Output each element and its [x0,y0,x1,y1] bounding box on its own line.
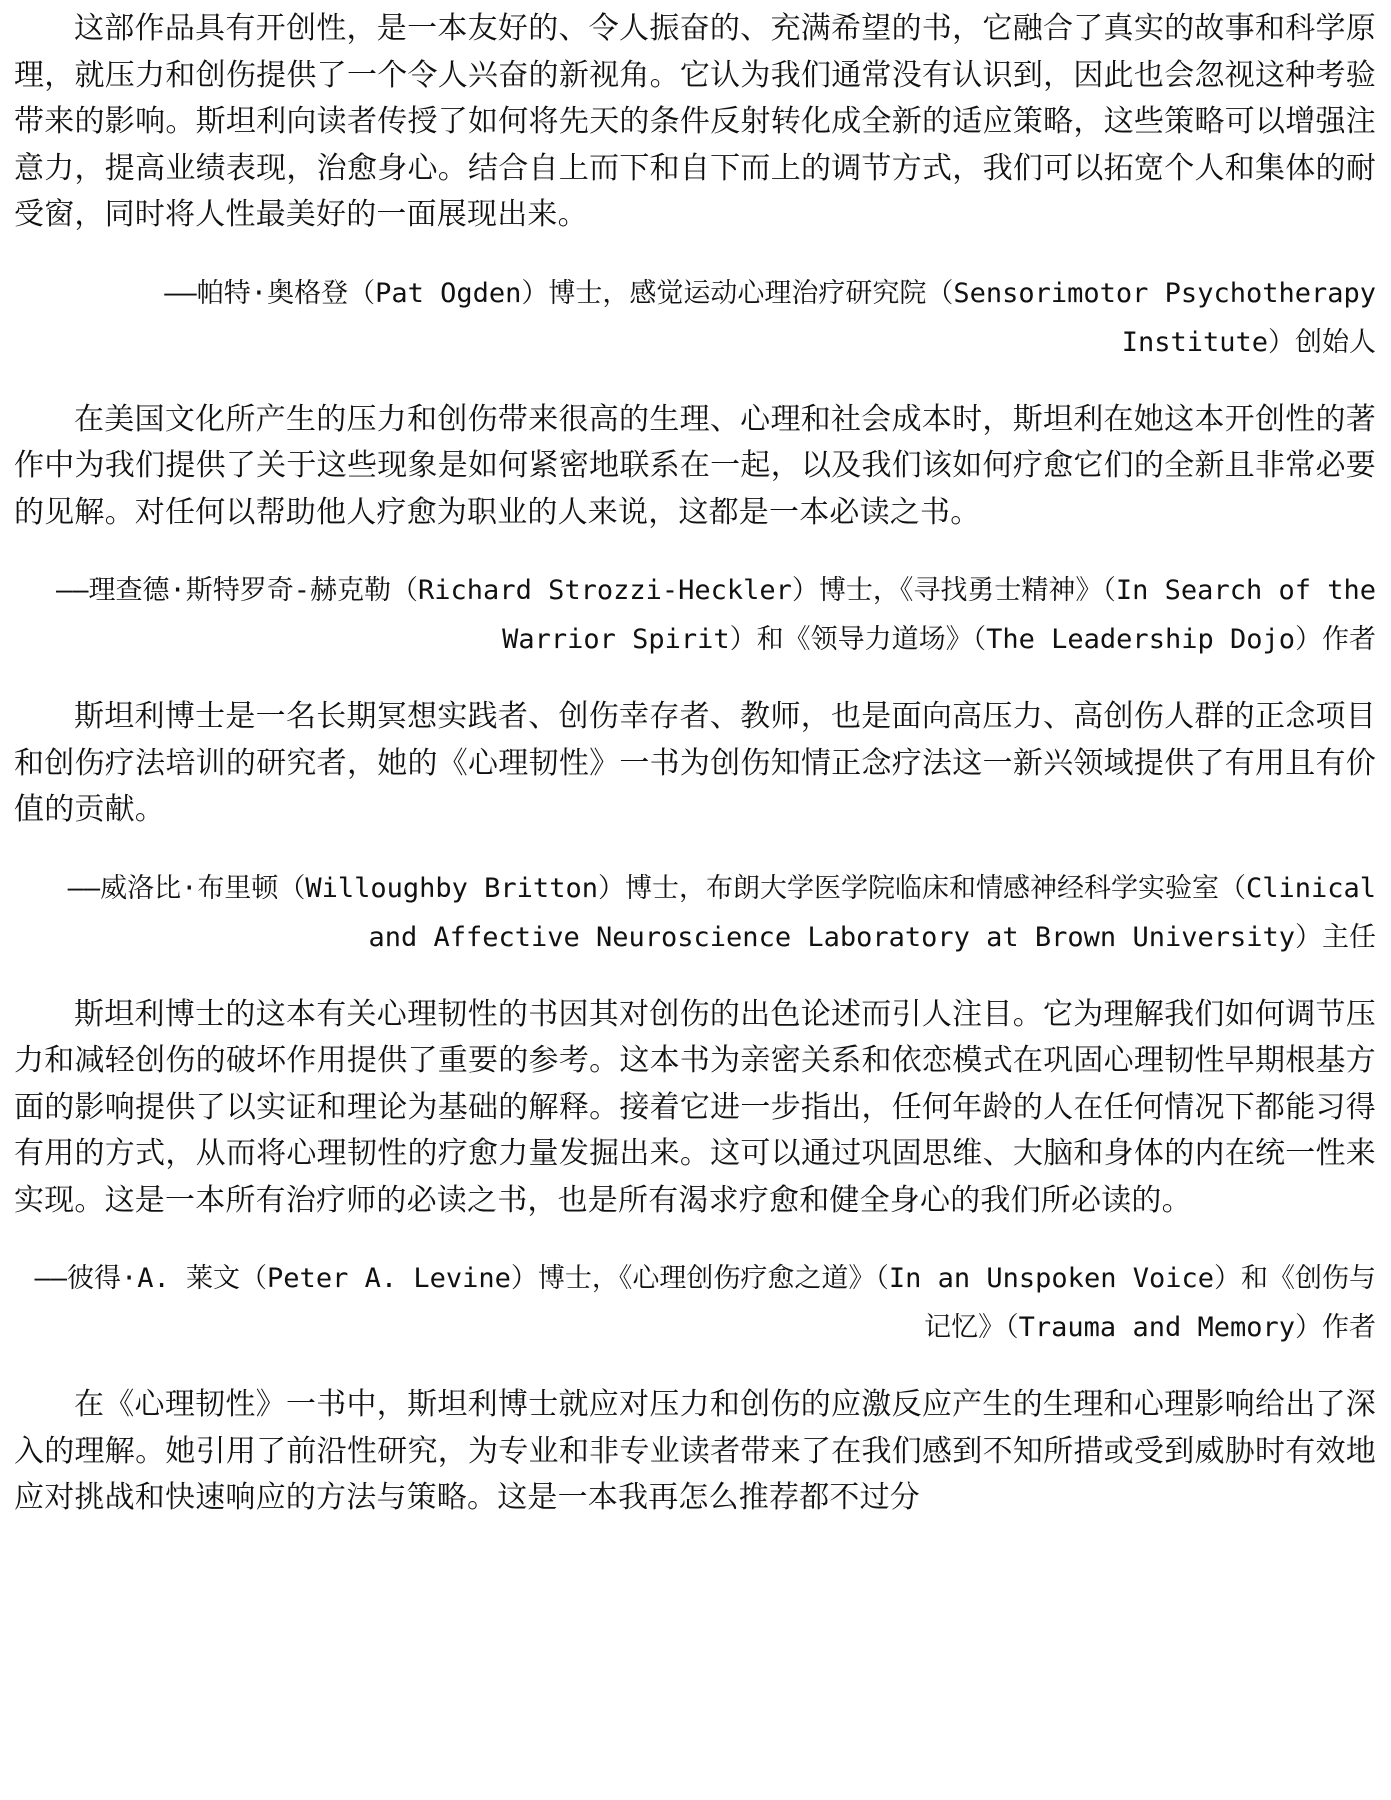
spacer [14,834,1376,864]
endorsement-paragraph-3: 斯坦利博士是一名长期冥想实践者、创伤幸存者、教师，也是面向高压力、高创伤人群的正念项目和创伤疗法培训的研究者，她的《心理韧性》一书为创伤知情正念疗法这一新兴领域提供了有用且有价值的贡献。 [14,699,1376,827]
spacer [14,536,1376,566]
spacer [14,1352,1376,1382]
endorsement-attribution-4: ——彼得·A. 莱文（Peter A. Levine）博士，《心理创伤疗愈之道》（In an Unspoken Voice）和《创伤与记忆》（Trauma and Memory）作者 [34,1263,1376,1343]
spacer [14,239,1376,269]
spacer [14,1224,1376,1254]
endorsement-paragraph-2: 在美国文化所产生的压力和创伤带来很高的生理、心理和社会成本时，斯坦利在她这本开创性的著作中为我们提供了关于这些现象是如何紧密地联系在一起，以及我们该如何疗愈它们的全新且非常必要的见解。对任何以帮助他人疗愈为职业的人来说，这都是一本必读之书。 [14,401,1376,530]
endorsement-attribution-2: ——理查德·斯特罗奇-赫克勒（Richard Strozzi-Heckler）博士，《寻找勇士精神》（In Search of the Warrior Spirit）和《领导力道场》（The Leadership Dojo）作者 [56,575,1376,655]
endorsement-attribution-1: ——帕特·奥格登（Pat Ogden）博士，感觉运动心理治疗研究院（Sensorimotor Psychotherapy Institute）创始人 [164,277,1376,358]
endorsement-attribution-3: ——威洛比·布里顿（Willoughby Britton）博士，布朗大学医学院临床和情感神经科学实验室（Clinical and Affective Neuroscience Laboratory at Brown University）主任 [67,872,1376,953]
endorsement-paragraph-1: 这部作品具有开创性，是一本友好的、令人振奋的、充满希望的书，它融合了真实的故事和科学原理，就压力和创伤提供了一个令人兴奋的新视角。它认为我们通常没有认识到，因此也会忽视这种考验带来的影响。斯坦利向读者传授了如何将先天的条件反射转化成全新的适应策略，这些策略可以增强注意力，提高业绩表现，治愈身心。结合自上而下和自下而上的调节方式，我们可以拓宽个人和集体的耐受窗，同时将人性最美好的一面展现出来。 [14,11,1376,232]
endorsement-paragraph-4: 斯坦利博士的这本有关心理韧性的书因其对创伤的出色论述而引人注目。它为理解我们如何调节压力和减轻创伤的破坏作用提供了重要的参考。这本书为亲密关系和依恋模式在巩固心理韧性早期根基方面的影响提供了以实证和理论为基础的解释。接着它进一步指出，任何年龄的人在任何情况下都能习得有用的方式，从而将心理韧性的疗愈力量发掘出来。这可以通过巩固思维、大脑和身体的内在统一性来实现。这是一本所有治疗师的必读之书，也是所有渴求疗愈和健全身心的我们所必读的。 [14,996,1376,1218]
spacer [14,962,1376,992]
endorsement-paragraph-5: 在《心理韧性》一书中，斯坦利博士就应对压力和创伤的应激反应产生的生理和心理影响给出了深入的理解。她引用了前沿性研究，为专业和非专业读者带来了在我们感到不知所措或受到威胁时有效地应对挑战和快速响应的方法与策略。这是一本我再怎么推荐都不过分 [14,1387,1376,1515]
spacer [14,664,1376,694]
endorsements-page [14,6,1376,1522]
spacer [14,367,1376,397]
